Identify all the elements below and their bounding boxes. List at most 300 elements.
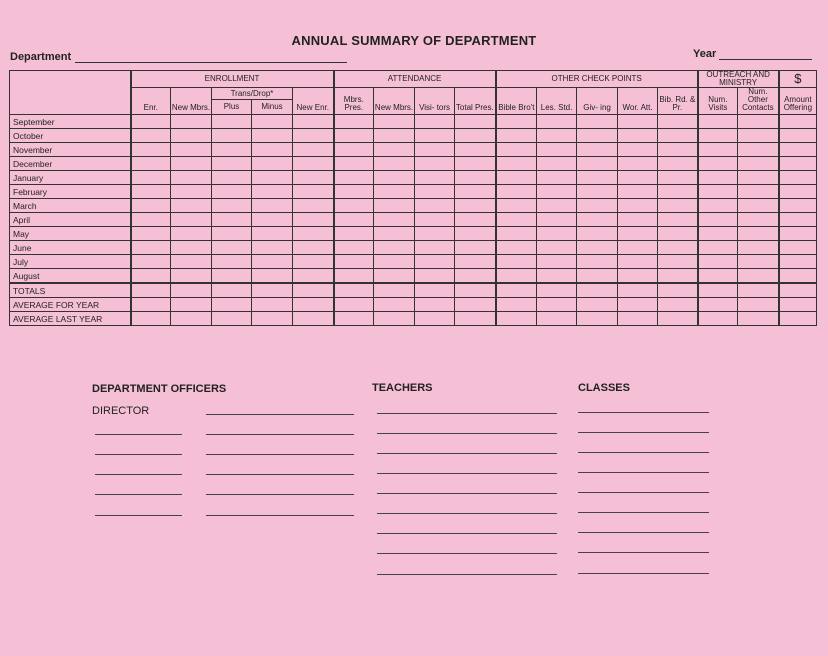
officer-name-line[interactable]	[206, 454, 354, 455]
table-cell[interactable]	[212, 255, 252, 269]
table-cell[interactable]	[455, 312, 496, 326]
table-cell[interactable]	[455, 115, 496, 129]
table-cell[interactable]	[577, 283, 618, 298]
table-row	[10, 185, 817, 199]
table-cell[interactable]	[698, 241, 738, 255]
table-cell[interactable]	[334, 143, 374, 157]
teacher-line[interactable]	[377, 433, 557, 434]
table-cell[interactable]	[658, 115, 698, 129]
table-cell[interactable]	[779, 185, 817, 199]
table-cell[interactable]	[293, 283, 334, 298]
table-cell[interactable]	[293, 312, 334, 326]
table-cell[interactable]	[577, 171, 618, 185]
table-cell[interactable]	[293, 157, 334, 171]
table-cell[interactable]	[293, 227, 334, 241]
table-cell[interactable]	[252, 143, 293, 157]
table-cell[interactable]	[738, 213, 779, 227]
table-cell[interactable]	[658, 143, 698, 157]
table-cell[interactable]	[334, 241, 374, 255]
officer-name-line[interactable]	[206, 434, 354, 435]
table-cell[interactable]	[415, 185, 455, 199]
table-cell[interactable]	[738, 115, 779, 129]
table-cell[interactable]	[293, 143, 334, 157]
table-cell[interactable]	[537, 227, 577, 241]
row-label: AVERAGE FOR YEAR	[10, 298, 131, 312]
table-cell[interactable]	[171, 171, 212, 185]
table-cell[interactable]	[779, 241, 817, 255]
year-field[interactable]	[719, 59, 812, 60]
table-cell[interactable]	[698, 129, 738, 143]
table-cell[interactable]	[334, 213, 374, 227]
table-cell[interactable]	[374, 227, 415, 241]
table-cell[interactable]	[779, 312, 817, 326]
table-cell[interactable]	[618, 129, 658, 143]
table-cell[interactable]	[415, 115, 455, 129]
table-cell[interactable]	[374, 255, 415, 269]
table-cell[interactable]	[698, 115, 738, 129]
table-cell[interactable]	[334, 312, 374, 326]
table-cell[interactable]	[496, 185, 537, 199]
table-cell[interactable]	[779, 213, 817, 227]
officer-name-line[interactable]	[206, 474, 354, 475]
table-cell[interactable]	[455, 185, 496, 199]
table-cell[interactable]	[415, 255, 455, 269]
table-cell[interactable]	[658, 171, 698, 185]
table-cell[interactable]	[496, 199, 537, 213]
class-line[interactable]	[578, 573, 709, 574]
table-cell[interactable]	[334, 283, 374, 298]
table-cell[interactable]	[455, 157, 496, 171]
class-line[interactable]	[578, 432, 709, 433]
table-cell[interactable]	[171, 157, 212, 171]
table-cell[interactable]	[212, 283, 252, 298]
table-cell[interactable]	[252, 157, 293, 171]
col-visitors: Visi- tors	[415, 88, 455, 115]
table-cell[interactable]	[577, 143, 618, 157]
table-cell[interactable]	[252, 171, 293, 185]
table-cell[interactable]	[738, 129, 779, 143]
table-cell[interactable]	[171, 283, 212, 298]
table-cell[interactable]	[131, 213, 171, 227]
table-cell[interactable]	[738, 171, 779, 185]
table-cell[interactable]	[577, 312, 618, 326]
table-cell[interactable]	[658, 213, 698, 227]
table-cell[interactable]	[738, 241, 779, 255]
teacher-line[interactable]	[377, 493, 557, 494]
table-cell[interactable]	[577, 213, 618, 227]
dollar-header: $	[779, 71, 817, 88]
table-cell[interactable]	[171, 143, 212, 157]
table-cell[interactable]	[537, 255, 577, 269]
table-cell[interactable]	[537, 269, 577, 284]
table-cell[interactable]	[779, 298, 817, 312]
table-cell[interactable]	[131, 298, 171, 312]
table-cell[interactable]	[374, 115, 415, 129]
table-cell[interactable]	[374, 143, 415, 157]
table-cell[interactable]	[618, 157, 658, 171]
table-cell[interactable]	[334, 129, 374, 143]
table-cell[interactable]	[171, 312, 212, 326]
table-cell[interactable]	[779, 227, 817, 241]
table-cell[interactable]	[738, 283, 779, 298]
table-cell[interactable]	[537, 157, 577, 171]
table-cell[interactable]	[131, 171, 171, 185]
table-cell[interactable]	[293, 255, 334, 269]
table-cell[interactable]	[618, 213, 658, 227]
table-cell[interactable]	[496, 283, 537, 298]
table-row	[10, 255, 817, 269]
table-cell[interactable]	[455, 241, 496, 255]
table-cell[interactable]	[415, 171, 455, 185]
table-cell[interactable]	[415, 143, 455, 157]
table-cell[interactable]	[252, 255, 293, 269]
class-line[interactable]	[578, 532, 709, 533]
table-cell[interactable]	[374, 129, 415, 143]
table-cell[interactable]	[131, 185, 171, 199]
table-cell[interactable]	[334, 157, 374, 171]
table-cell[interactable]	[334, 171, 374, 185]
table-cell[interactable]	[171, 213, 212, 227]
table-cell[interactable]	[374, 312, 415, 326]
table-cell[interactable]	[212, 171, 252, 185]
table-cell[interactable]	[131, 227, 171, 241]
officer-name-line[interactable]	[206, 494, 354, 495]
class-line[interactable]	[578, 552, 709, 553]
table-cell[interactable]	[537, 283, 577, 298]
table-cell[interactable]	[618, 185, 658, 199]
table-cell[interactable]	[131, 157, 171, 171]
table-row	[10, 199, 817, 213]
table-cell[interactable]	[738, 227, 779, 241]
table-cell[interactable]	[293, 115, 334, 129]
table-cell[interactable]	[577, 241, 618, 255]
officer-title-line[interactable]	[95, 494, 182, 495]
table-cell[interactable]	[252, 283, 293, 298]
table-cell[interactable]	[252, 115, 293, 129]
table-cell[interactable]	[334, 255, 374, 269]
table-cell[interactable]	[252, 185, 293, 199]
table-cell[interactable]	[171, 241, 212, 255]
table-cell[interactable]	[537, 312, 577, 326]
table-cell[interactable]	[131, 269, 171, 284]
table-cell[interactable]	[334, 115, 374, 129]
table-cell[interactable]	[374, 283, 415, 298]
table-cell[interactable]	[738, 143, 779, 157]
table-cell[interactable]	[618, 199, 658, 213]
table-cell[interactable]	[252, 312, 293, 326]
table-cell[interactable]	[537, 143, 577, 157]
table-cell[interactable]	[496, 213, 537, 227]
table-cell[interactable]	[496, 157, 537, 171]
table-cell[interactable]	[618, 298, 658, 312]
table-cell[interactable]	[577, 129, 618, 143]
table-cell[interactable]	[212, 312, 252, 326]
table-cell[interactable]	[455, 199, 496, 213]
table-cell[interactable]	[618, 241, 658, 255]
teacher-line[interactable]	[377, 453, 557, 454]
table-cell[interactable]	[618, 283, 658, 298]
table-cell[interactable]	[334, 199, 374, 213]
table-cell[interactable]	[658, 157, 698, 171]
table-cell[interactable]	[698, 255, 738, 269]
table-cell[interactable]	[455, 143, 496, 157]
table-cell[interactable]	[496, 255, 537, 269]
table-cell[interactable]	[658, 241, 698, 255]
table-cell[interactable]	[577, 269, 618, 284]
table-cell[interactable]	[171, 298, 212, 312]
table-cell[interactable]	[293, 185, 334, 199]
table-cell[interactable]	[779, 115, 817, 129]
table-cell[interactable]	[455, 171, 496, 185]
table-cell[interactable]	[698, 199, 738, 213]
table-cell[interactable]	[252, 227, 293, 241]
table-cell[interactable]	[212, 199, 252, 213]
table-cell[interactable]	[779, 157, 817, 171]
table-cell[interactable]	[415, 283, 455, 298]
table-cell[interactable]	[374, 157, 415, 171]
table-cell[interactable]	[658, 255, 698, 269]
table-cell[interactable]	[171, 199, 212, 213]
table-cell[interactable]	[455, 269, 496, 284]
table-cell[interactable]	[496, 129, 537, 143]
table-cell[interactable]	[293, 241, 334, 255]
table-cell[interactable]	[779, 199, 817, 213]
teacher-line[interactable]	[377, 574, 557, 575]
table-cell[interactable]	[374, 298, 415, 312]
teacher-line[interactable]	[377, 533, 557, 534]
table-cell[interactable]	[131, 129, 171, 143]
table-cell[interactable]	[537, 298, 577, 312]
table-cell[interactable]	[415, 129, 455, 143]
table-cell[interactable]	[658, 312, 698, 326]
table-cell[interactable]	[537, 213, 577, 227]
table-cell[interactable]	[496, 312, 537, 326]
table-cell[interactable]	[415, 227, 455, 241]
class-line[interactable]	[578, 472, 709, 473]
table-cell[interactable]	[212, 227, 252, 241]
table-cell[interactable]	[131, 199, 171, 213]
table-cell[interactable]	[577, 255, 618, 269]
table-cell[interactable]	[537, 171, 577, 185]
table-cell[interactable]	[618, 115, 658, 129]
table-cell[interactable]	[293, 213, 334, 227]
table-cell[interactable]	[415, 199, 455, 213]
table-cell[interactable]	[455, 227, 496, 241]
officer-title-line[interactable]	[95, 434, 182, 435]
table-cell[interactable]	[252, 269, 293, 284]
table-cell[interactable]	[496, 143, 537, 157]
table-cell[interactable]	[171, 269, 212, 284]
table-cell[interactable]	[415, 312, 455, 326]
table-cell[interactable]	[171, 185, 212, 199]
table-cell[interactable]	[171, 129, 212, 143]
table-cell[interactable]	[415, 241, 455, 255]
department-field[interactable]	[75, 62, 347, 63]
table-cell[interactable]	[455, 213, 496, 227]
table-cell[interactable]	[334, 298, 374, 312]
table-cell[interactable]	[496, 171, 537, 185]
table-cell[interactable]	[212, 185, 252, 199]
table-cell[interactable]	[171, 255, 212, 269]
officer-title-line[interactable]	[95, 454, 182, 455]
table-cell[interactable]	[698, 298, 738, 312]
table-cell[interactable]	[212, 129, 252, 143]
table-cell[interactable]	[212, 143, 252, 157]
table-cell[interactable]	[779, 143, 817, 157]
table-cell[interactable]	[537, 185, 577, 199]
table-cell[interactable]	[577, 298, 618, 312]
table-cell[interactable]	[374, 171, 415, 185]
table-cell[interactable]	[738, 255, 779, 269]
table-cell[interactable]	[131, 115, 171, 129]
table-cell[interactable]	[455, 283, 496, 298]
table-cell[interactable]	[537, 241, 577, 255]
table-cell[interactable]	[455, 129, 496, 143]
table-cell[interactable]	[698, 227, 738, 241]
table-cell[interactable]	[334, 269, 374, 284]
table-cell[interactable]	[252, 241, 293, 255]
table-cell[interactable]	[577, 185, 618, 199]
table-cell[interactable]	[252, 129, 293, 143]
table-cell[interactable]	[698, 185, 738, 199]
table-cell[interactable]	[293, 171, 334, 185]
table-cell[interactable]	[496, 298, 537, 312]
table-cell[interactable]	[698, 283, 738, 298]
class-line[interactable]	[578, 412, 709, 413]
table-cell[interactable]	[131, 143, 171, 157]
table-cell[interactable]	[212, 269, 252, 284]
teacher-line[interactable]	[377, 473, 557, 474]
table-cell[interactable]	[658, 283, 698, 298]
officer-name-line[interactable]	[206, 414, 354, 415]
table-cell[interactable]	[698, 143, 738, 157]
table-cell[interactable]	[496, 241, 537, 255]
table-cell[interactable]	[293, 199, 334, 213]
table-cell[interactable]	[496, 115, 537, 129]
table-cell[interactable]	[738, 185, 779, 199]
row-label: November	[10, 143, 131, 157]
table-cell[interactable]	[577, 157, 618, 171]
teacher-line[interactable]	[377, 513, 557, 514]
table-cell[interactable]	[658, 199, 698, 213]
trans-drop-header: Trans/Drop*	[212, 88, 293, 100]
table-cell[interactable]	[698, 213, 738, 227]
teacher-line[interactable]	[377, 553, 557, 554]
table-cell[interactable]	[658, 227, 698, 241]
table-cell[interactable]	[455, 298, 496, 312]
table-cell[interactable]	[131, 255, 171, 269]
table-cell[interactable]	[779, 129, 817, 143]
table-cell[interactable]	[779, 171, 817, 185]
table-cell[interactable]	[252, 298, 293, 312]
table-cell[interactable]	[698, 312, 738, 326]
table-cell[interactable]	[618, 171, 658, 185]
table-cell[interactable]	[496, 227, 537, 241]
table-cell[interactable]	[415, 298, 455, 312]
table-cell[interactable]	[212, 298, 252, 312]
table-cell[interactable]	[618, 255, 658, 269]
class-line[interactable]	[578, 492, 709, 493]
table-cell[interactable]	[537, 129, 577, 143]
table-cell[interactable]	[455, 255, 496, 269]
table-cell[interactable]	[293, 298, 334, 312]
table-cell[interactable]	[131, 241, 171, 255]
table-cell[interactable]	[374, 269, 415, 284]
row-label: March	[10, 199, 131, 213]
table-cell[interactable]	[212, 115, 252, 129]
table-cell[interactable]	[415, 213, 455, 227]
table-cell[interactable]	[618, 269, 658, 284]
table-cell[interactable]	[738, 269, 779, 284]
table-cell[interactable]	[212, 157, 252, 171]
other-checkpoints-header: OTHER CHECK POINTS	[496, 71, 698, 88]
table-cell[interactable]	[374, 213, 415, 227]
table-cell[interactable]	[658, 269, 698, 284]
department-label: Department	[10, 51, 72, 63]
table-cell[interactable]	[293, 269, 334, 284]
table-cell[interactable]	[577, 199, 618, 213]
table-cell[interactable]	[618, 312, 658, 326]
table-row	[10, 283, 817, 298]
table-cell[interactable]	[779, 283, 817, 298]
table-cell[interactable]	[293, 129, 334, 143]
table-cell[interactable]	[738, 157, 779, 171]
table-cell[interactable]	[334, 227, 374, 241]
table-row	[10, 269, 817, 284]
table-cell[interactable]	[738, 298, 779, 312]
table-cell[interactable]	[171, 115, 212, 129]
teacher-line[interactable]	[377, 413, 557, 414]
table-cell[interactable]	[496, 269, 537, 284]
table-cell[interactable]	[212, 241, 252, 255]
table-cell[interactable]	[618, 227, 658, 241]
table-cell[interactable]	[334, 185, 374, 199]
table-cell[interactable]	[618, 143, 658, 157]
officer-title-line[interactable]	[95, 515, 182, 516]
table-cell[interactable]	[374, 199, 415, 213]
table-cell[interactable]	[252, 213, 293, 227]
table-cell[interactable]	[698, 269, 738, 284]
table-cell[interactable]	[374, 185, 415, 199]
table-cell[interactable]	[577, 115, 618, 129]
table-cell[interactable]	[698, 171, 738, 185]
table-cell[interactable]	[698, 157, 738, 171]
table-cell[interactable]	[779, 269, 817, 284]
col-plus: Plus	[212, 100, 252, 115]
table-cell[interactable]	[658, 185, 698, 199]
class-line[interactable]	[578, 452, 709, 453]
table-cell[interactable]	[171, 227, 212, 241]
table-cell[interactable]	[415, 157, 455, 171]
officer-name-line[interactable]	[206, 515, 354, 516]
officer-title-line[interactable]	[95, 474, 182, 475]
table-cell[interactable]	[738, 199, 779, 213]
table-cell[interactable]	[738, 312, 779, 326]
table-cell[interactable]	[131, 312, 171, 326]
table-cell[interactable]	[374, 241, 415, 255]
table-cell[interactable]	[658, 129, 698, 143]
table-cell[interactable]	[537, 199, 577, 213]
class-line[interactable]	[578, 512, 709, 513]
table-cell[interactable]	[252, 199, 293, 213]
table-cell[interactable]	[537, 115, 577, 129]
table-cell[interactable]	[779, 255, 817, 269]
table-cell[interactable]	[212, 213, 252, 227]
table-cell[interactable]	[577, 227, 618, 241]
table-cell[interactable]	[658, 298, 698, 312]
table-cell[interactable]	[131, 283, 171, 298]
table-cell[interactable]	[415, 269, 455, 284]
